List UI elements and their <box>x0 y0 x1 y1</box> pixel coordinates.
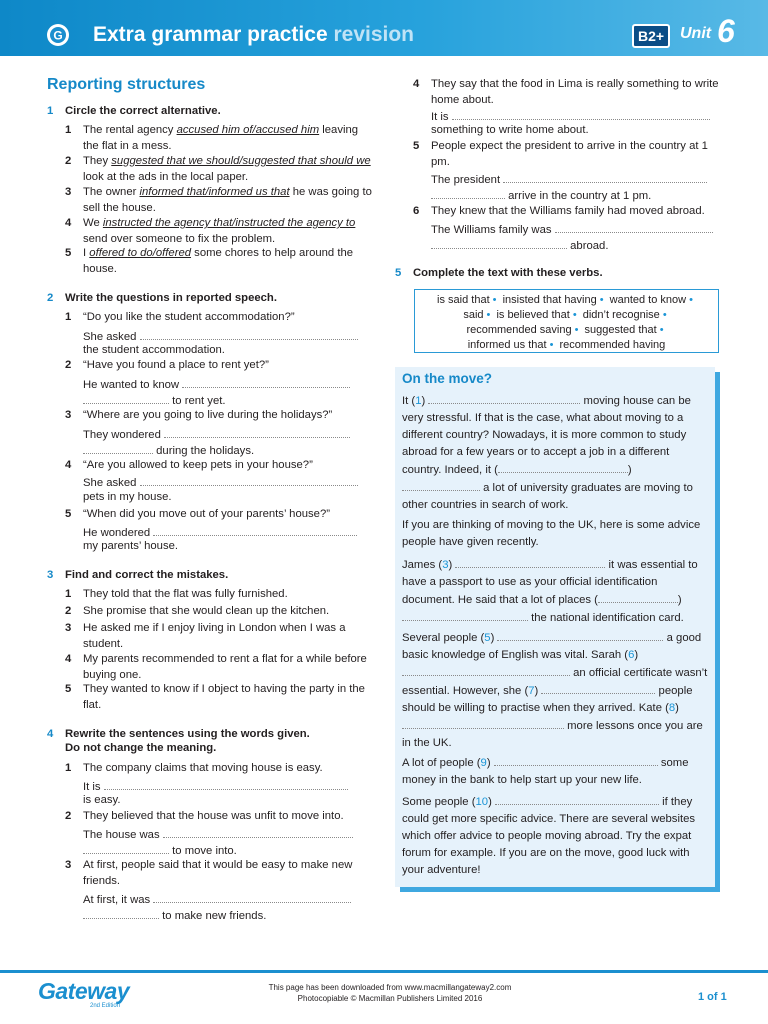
answer-line[interactable] <box>503 171 707 183</box>
ex2-answer-2-end: to rent yet. <box>83 392 226 410</box>
exercise-4-heading: 4 Rewrite the sentences using the words given. <box>47 728 310 740</box>
ex2-answer-5: He wondered <box>83 524 357 542</box>
ex4-answer-2: The house was <box>83 826 353 844</box>
ex4-answer-4-end: something to write home about. <box>431 124 589 136</box>
ex4-answer-4: It is <box>431 108 710 126</box>
ex4-answer-2-end: to move into. <box>83 842 237 860</box>
unit-label: Unit <box>680 25 712 42</box>
ex2-answer-2: He wanted to know <box>83 376 350 394</box>
reading-box-shadow <box>715 372 720 892</box>
ex2-answer-4: She asked <box>83 474 358 492</box>
ex1-item-4: 4 We instructed the agency that/instructed the agency to send over someone to fix the problem. <box>65 217 356 245</box>
grammar-g-icon <box>46 23 70 47</box>
answer-line[interactable] <box>83 442 153 454</box>
copyright-text: Photocopiable © Macmillan Publishers Limited 2016 <box>297 994 483 1003</box>
ex4-answer-5-end: arrive in the country at 1 pm. <box>431 187 651 205</box>
ex2-item-5: 5 “When did you move out of your parents’ house?” <box>65 508 330 520</box>
word-item: said <box>463 309 484 321</box>
gap-10[interactable] <box>495 793 659 805</box>
ex1-item-3: 3 The owner informed that/informed us that he was going to sell the house. <box>65 186 372 214</box>
ex4-answer-3-end: to make new friends. <box>83 907 266 925</box>
answer-line[interactable] <box>153 891 351 903</box>
gap-4a[interactable] <box>598 591 678 603</box>
answer-line[interactable] <box>452 108 710 120</box>
gap-2[interactable] <box>402 479 480 491</box>
ex4-item-1: 1 The company claims that moving house is easy. <box>65 762 323 774</box>
ex2-answer-3-end: during the holidays. <box>83 442 254 460</box>
reading-paragraph-6: Some people (10) if they could get more specific advice. There are several websites which offer advice to people moving abroad. Try the expat forum for example. If you are on the move, good luck with your adventure! <box>402 793 710 879</box>
page-header <box>0 0 768 56</box>
footer-text <box>230 982 550 1004</box>
reading-paragraph-1: It (1) moving house can be very stressful. If that is the case, what about moving to a different country? Nowadays, it is more common to study abroad for a few years or to accept a job in a different country. Indeed, it ( ) a lot of university graduates are moving to other countries in search of work. <box>402 392 710 514</box>
svg-text:G: G <box>53 28 63 43</box>
answer-line[interactable] <box>83 907 159 919</box>
answer-line[interactable] <box>140 328 358 340</box>
answer-line[interactable] <box>164 426 350 438</box>
gap-1[interactable] <box>428 392 580 404</box>
answer-line[interactable] <box>431 187 505 199</box>
word-item: suggested that <box>584 324 657 336</box>
ex4-answer-5: The president <box>431 171 707 189</box>
word-item: recommended having <box>559 339 666 351</box>
answer-line[interactable] <box>555 221 713 233</box>
word-item: informed us that <box>467 339 547 351</box>
circle-option[interactable]: informed that/informed us that <box>139 186 290 198</box>
answer-line[interactable] <box>140 474 358 486</box>
edition-label: 2nd Edition <box>90 1003 121 1009</box>
ex4-item-5: 5 People expect the president to arrive in the country at 1 pm. <box>413 140 708 168</box>
gap-5[interactable] <box>497 629 663 641</box>
gap-7[interactable] <box>541 682 655 694</box>
ex4-answer-1-end: is easy. <box>83 794 121 806</box>
reading-paragraph-4: Several people (5) a good basic knowledge of English was vital. Sarah (6) an official certificate wasn’t essential. However, she (7) people should be willing to practise when they arrived. Kate (8) more lessons once you are in the UK. <box>402 629 710 752</box>
word-item: insisted that having <box>502 294 597 306</box>
unit-number: 6 <box>717 13 735 49</box>
ex2-answer-4-end: pets in my house. <box>83 491 172 503</box>
gap-4[interactable] <box>402 609 528 621</box>
footer-rule <box>0 970 768 973</box>
ex4-item-3: 3 At first, people said that it would be easy to make new friends. <box>65 859 353 887</box>
word-item: is said that <box>437 294 490 306</box>
answer-line[interactable] <box>182 376 350 388</box>
exercise-3-heading: 3 Find and correct the mistakes. <box>47 569 229 581</box>
ex4-item-6: 6 They knew that the Williams family had moved abroad. <box>413 205 705 217</box>
ex3-item-2: 2 She promise that she would clean up the kitchen. <box>65 605 330 617</box>
page-title: Extra grammar practice revision <box>93 23 415 46</box>
answer-line[interactable] <box>104 778 348 790</box>
ex4-answer-6: The Williams family was <box>431 221 713 239</box>
ex3-item-4: 4 My parents recommended to rent a flat for a while before buying one. <box>65 653 367 681</box>
circle-option[interactable]: accused him of/accused him <box>176 124 320 136</box>
ex4-answer-1: It is <box>83 778 348 796</box>
ex3-item-3: 3 He asked me if I enjoy living in London when I was a student. <box>65 622 346 650</box>
ex2-item-1: 1 “Do you like the student accommodation?” <box>65 311 295 323</box>
reading-paragraph-5: A lot of people (9) some money in the bank to help start up your new life. <box>402 754 710 789</box>
ex3-item-5: 5 They wanted to know if I object to having the party in the flat. <box>65 683 365 711</box>
answer-line[interactable] <box>163 826 353 838</box>
reading-box-shadow-bottom <box>400 887 720 892</box>
reading-title: On the move? <box>402 371 493 386</box>
reading-paragraph-3: James (3) it was essential to have a passport to use as your official identification document. He said that a lot of places ( ) the national identification card. <box>402 556 710 627</box>
ex2-item-4: 4 “Are you allowed to keep pets in your house?” <box>65 459 313 471</box>
gap-6[interactable] <box>402 664 570 676</box>
circle-option[interactable]: suggested that we should/suggested that should we <box>111 155 371 167</box>
ex4-item-4: 4 They say that the food in Lima is really something to write home about. <box>413 78 719 106</box>
ex1-item-1: 1 The rental agency accused him of/accused him leaving the flat in a mess. <box>65 124 359 152</box>
word-item: recommended saving <box>466 324 572 336</box>
gap-8[interactable] <box>402 717 564 729</box>
answer-line[interactable] <box>431 237 567 249</box>
word-item: is believed that <box>496 309 570 321</box>
answer-line[interactable] <box>83 842 169 854</box>
gap-2a[interactable] <box>498 461 628 473</box>
circle-option[interactable]: offered to do/offered <box>89 247 192 259</box>
reading-paragraph-2: If you are thinking of moving to the UK, here is some advice people have given recently. <box>402 519 701 548</box>
ex1-item-5: 5 I offered to do/offered some chores to help around the house. <box>65 247 354 275</box>
exercise-2-heading: 2 Write the questions in reported speech. <box>47 292 277 304</box>
section-title: Reporting structures <box>47 76 206 93</box>
ex2-item-2: 2 “Have you found a place to rent yet?” <box>65 359 269 371</box>
answer-line[interactable] <box>153 524 357 536</box>
gap-3[interactable] <box>455 556 605 568</box>
word-item: wanted to know <box>609 294 687 306</box>
ex3-item-1: 1 They told that the flat was fully furnished. <box>65 588 288 600</box>
ex2-answer-3: They wondered <box>83 426 350 444</box>
ex4-item-2: 2 They believed that the house was unfit to move into. <box>65 810 344 822</box>
answer-line[interactable] <box>83 392 169 404</box>
ex2-item-3: 3 “Where are you going to live during the holidays?” <box>65 409 333 421</box>
exercise-4-heading-2: Do not change the meaning. <box>65 742 217 754</box>
ex1-item-2: 2 They suggested that we should/suggested that should we look at the ads in the local paper. <box>65 155 371 183</box>
circle-option[interactable]: instructed the agency that/instructed the agency to <box>102 217 356 229</box>
word-item: didn’t recognise <box>582 309 660 321</box>
ex2-answer-1-end: the student accommodation. <box>83 344 225 356</box>
word-box: is said that • insisted that having • wanted to know • said • is believed that • didn’t recognise • recommended saving • suggested that • informed us that • recommended having <box>414 289 719 353</box>
download-link[interactable]: This page has been downloaded from www.macmillangateway2.com <box>268 983 512 992</box>
gap-9[interactable] <box>494 754 658 766</box>
ex4-answer-3: At first, it was <box>83 891 351 909</box>
ex4-answer-6-end: abroad. <box>431 237 608 255</box>
ex2-answer-5-end: my parents’ house. <box>83 540 179 552</box>
gateway-logo: Gateway <box>38 978 130 1004</box>
page-count: 1 of 1 <box>698 991 727 1003</box>
exercise-1-heading: 1 Circle the correct alternative. <box>47 105 221 117</box>
level-badge: B2+ <box>632 24 670 48</box>
ex2-answer-1: She asked <box>83 328 358 346</box>
exercise-5-heading: 5 Complete the text with these verbs. <box>395 267 603 279</box>
